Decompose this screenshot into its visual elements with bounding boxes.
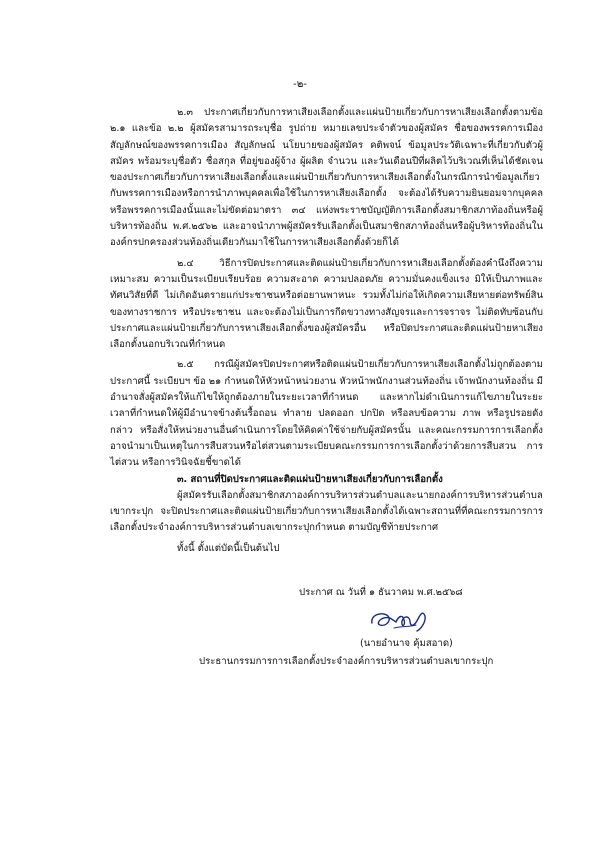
signer-name: (นายอำนาจ คุ้มสอาด) <box>360 638 453 649</box>
paragraph-2-3: ๒.๓ ประกาศเกี่ยวกับการหาเสียงเลือกตั้งและแผ่นป้ายเกี่ยวกับการหาเสียงเลือกตั้งตามข้อ ๒.๑ และข้อ ๒.๒ ผู้สมัครสามารถระบุชื่อ รูปถ่าย หมายเลขประจำตัวของผู้สมัคร ชื่อของพรรคการเมืองสัญลักษณ์ของพรรคการเมือง สัญลักษณ์ นโยบายของผู้สมัคร คติพจน์ ข้อมูลประวัติเฉพาะที่เกี่ยวกับตัวผู้สมัคร พร้อมระบุชื่อตัว ชื่อสกุล ที่อยู่ของผู้จ้าง ผู้ผลิต จำนวน และวันเดือนปีที่ผลิตไว้บริเวณที่เห็นได้ชัดเจนของประกาศเกี่ยวกับการหาเสียงเลือกตั้งและแผ่นป้ายเกี่ยวกับการหาเสียงเลือกตั้งในกรณีการนำข้อมูลเกี่ยวกับพรรคการเมืองหรือการนำภาพบุคคลเพื่อใช้ในการหาเสียงเลือกตั้ง จะต้องได้รับความยินยอมจากบุคคลหรือพรรคการเมืองนั้นและไม่ขัดต่อมาตรา ๓๔ แห่งพระราชบัญญัติการเลือกตั้งสมาชิกสภาท้องถิ่นหรือผู้บริหารท้องถิ่น พ.ศ.๒๕๖๒ และอาจนำภาพผู้สมัครรับเลือกตั้งเป็นสมาชิกสภาท้องถิ่นหรือผู้บริหารท้องถิ่นในองค์กรปกครองส่วนท้องถิ่นเดียวกันมาใช้ในการหาเสียงเลือกตั้งด้วยก็ได้ <box>110 107 543 249</box>
announcement-date: ประกาศ ณ วันที่ ๑ ธันวาคม พ.ศ.๒๕๖๘ <box>299 587 463 598</box>
document-body <box>110 105 543 561</box>
effective-clause: ทั้งนี้ ตั้งแต่บัดนี้เป็นต้นไป <box>177 542 280 554</box>
section-3-heading: ๓. สถานที่ปิดประกาศและติดแผ่นป้ายหาเสียงเกี่ยวกับการเลือกตั้ง <box>177 473 443 485</box>
signer-title: ประธานกรรมการการเลือกตั้งประจำองค์การบริหารส่วนตำบลเขากระปุก <box>199 656 494 667</box>
handwritten-signature <box>366 606 436 636</box>
page-number: -๒- <box>293 79 307 90</box>
paragraph-3: ผู้สมัครรับเลือกตั้งสมาชิกสภาองค์การบริหารส่วนตำบลและนายกองค์การบริหารส่วนตำบลเขากระปุก จะปิดประกาศและติดแผ่นป้ายเกี่ยวกับการหาเสียงเลือกตั้งได้เฉพาะสถานที่ที่คณะกรรมการการเลือกตั้งประจำองค์การบริหารส่วนตำบลเขากระปุกกำหนด ตามบัญชีท้ายประกาศ <box>110 489 543 534</box>
paragraph-2-4: ๒.๔ วิธีการปิดประกาศและติดแผ่นป้ายเกี่ยวกับการหาเสียงเลือกตั้งต้องคำนึงถึงความเหมาะสม ความเป็นระเบียบเรียบร้อย ความสะอาด ความปลอดภัย ความมั่นคงแข็งแรง มิให้เป็นภาพและทัศนวิสัยที่ดี ไม่เกิดอันตรายแก่ประชาชนหรือต่อยานพาหนะ รวมทั้งไม่ก่อให้เกิดความเสียหายต่อทรัพย์สินของทางราชการ หรือประชาชน และจะต้องไม่เป็นการกีดขวางทางสัญจรและการจราจร ไม่ติดทับซ้อนกับประกาศและแผ่นป้ายเกี่ยวกับการหาเสียงเลือกตั้งของผู้สมัครอื่น หรือปิดประกาศและติดแผ่นป้ายหาเสียงเลือกตั้งนอกบริเวณที่กำหนด <box>110 257 543 351</box>
paragraph-2-5: ๒.๕ กรณีผู้สมัครปิดประกาศหรือติดแผ่นป้ายเกี่ยวกับการหาเสียงเลือกตั้งไม่ถูกต้องตามประกาศนี้ ระเบียบฯ ข้อ ๒๑ กำหนดให้หัวหน้าหน่วยงาน หัวหน้าพนักงานส่วนท้องถิ่น เจ้าพนักงานท้องถิ่น มีอำนาจสั่งผู้สมัครให้แก้ไขให้ถูกต้องภายในระยะเวลาที่กำหนด และหากไม่ดำเนินการแก้ไขภายในระยะเวลาที่กำหนดให้ผู้มีอำนาจข้างต้นรื้อถอน ทำลาย ปลดออก ปกปิด หรือลบข้อความ ภาพ หรือรูปรอยดังกล่าว หรือสั่งให้หน่วยงานอื่นดำเนินการโดยให้คิดค่าใช้จ่ายกับผู้สมัครนั้น และคณะกรรมการการเลือกตั้งอาจนำมาเป็นเหตุในการสืบสวนหรือไต่สวนตามระเบียบคณะกรรมการการเลือกตั้งว่าด้วยการสืบสวน การไต่สวน หรือการวินิจฉัยชี้ขาดได้ <box>110 359 543 469</box>
